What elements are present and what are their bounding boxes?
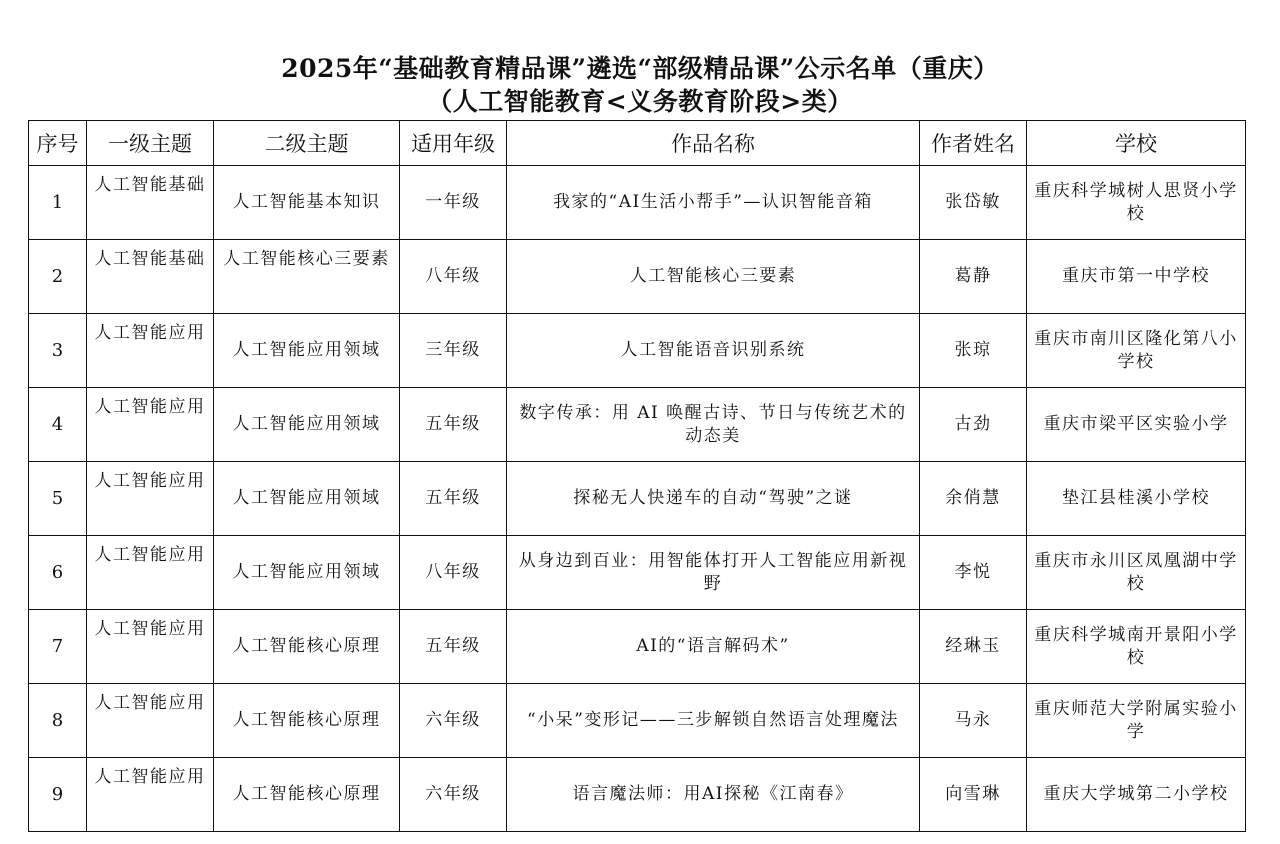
cell-level2-topic: 人工智能核心原理	[214, 684, 400, 758]
cell-work-title: 我家的“AI生活小帮手”—认识智能音箱	[507, 166, 920, 240]
cell-author: 古劲	[920, 388, 1027, 462]
cell-no: 7	[29, 610, 87, 684]
cell-grade: 三年级	[400, 314, 507, 388]
cell-author: 李悦	[920, 536, 1027, 610]
cell-work-title: 人工智能核心三要素	[507, 240, 920, 314]
cell-no: 8	[29, 684, 87, 758]
cell-author: 向雪琳	[920, 758, 1027, 832]
cell-level2-topic: 人工智能核心三要素	[214, 240, 400, 314]
cell-no: 6	[29, 536, 87, 610]
header-grade: 适用年级	[400, 121, 507, 166]
cell-level2-topic: 人工智能应用领域	[214, 314, 400, 388]
header-school: 学校	[1027, 121, 1246, 166]
table-row	[29, 610, 1246, 684]
cell-level2-topic: 人工智能应用领域	[214, 462, 400, 536]
table-row	[29, 462, 1246, 536]
cell-school: 垫江县桂溪小学校	[1027, 462, 1246, 536]
cell-no: 4	[29, 388, 87, 462]
cell-level1-topic: 人工智能应用	[87, 462, 214, 536]
cell-school: 重庆师范大学附属实验小学	[1027, 684, 1246, 758]
cell-no: 5	[29, 462, 87, 536]
cell-grade: 五年级	[400, 388, 507, 462]
table-row	[29, 758, 1246, 832]
table-header-row	[29, 121, 1246, 166]
cell-level1-topic: 人工智能应用	[87, 536, 214, 610]
cell-level2-topic: 人工智能基本知识	[214, 166, 400, 240]
cell-no: 9	[29, 758, 87, 832]
cell-grade: 五年级	[400, 462, 507, 536]
cell-no: 3	[29, 314, 87, 388]
cell-author: 葛静	[920, 240, 1027, 314]
cell-work-title: “小呆”变形记——三步解锁自然语言处理魔法	[507, 684, 920, 758]
cell-level1-topic: 人工智能应用	[87, 314, 214, 388]
table-row	[29, 314, 1246, 388]
cell-grade: 六年级	[400, 758, 507, 832]
cell-level2-topic: 人工智能核心原理	[214, 758, 400, 832]
cell-level2-topic: 人工智能核心原理	[214, 610, 400, 684]
cell-school: 重庆市梁平区实验小学	[1027, 388, 1246, 462]
table-row	[29, 536, 1246, 610]
table-row	[29, 388, 1246, 462]
cell-level1-topic: 人工智能应用	[87, 758, 214, 832]
cell-level1-topic: 人工智能应用	[87, 610, 214, 684]
cell-level1-topic: 人工智能应用	[87, 684, 214, 758]
cell-no: 1	[29, 166, 87, 240]
table-row	[29, 240, 1246, 314]
cell-level1-topic: 人工智能基础	[87, 240, 214, 314]
header-no: 序号	[29, 121, 87, 166]
cell-author: 张岱敏	[920, 166, 1027, 240]
cell-school: 重庆科学城树人思贤小学校	[1027, 166, 1246, 240]
cell-work-title: 语言魔法师：用AI探秘《江南春》	[507, 758, 920, 832]
cell-level1-topic: 人工智能应用	[87, 388, 214, 462]
cell-work-title: 人工智能语音识别系统	[507, 314, 920, 388]
cell-level1-topic: 人工智能基础	[87, 166, 214, 240]
header-work-title: 作品名称	[507, 121, 920, 166]
cell-school: 重庆科学城南开景阳小学校	[1027, 610, 1246, 684]
cell-school: 重庆市南川区隆化第八小学校	[1027, 314, 1246, 388]
cell-author: 余俏慧	[920, 462, 1027, 536]
cell-work-title: 从身边到百业：用智能体打开人工智能应用新视野	[507, 536, 920, 610]
cell-author: 张琼	[920, 314, 1027, 388]
document-title: 2025年“基础教育精品课”遴选“部级精品课”公示名单（重庆）	[281, 54, 999, 83]
header-level1-topic: 一级主题	[87, 121, 214, 166]
cell-work-title: 探秘无人快递车的自动“驾驶”之谜	[507, 462, 920, 536]
cell-level2-topic: 人工智能应用领域	[214, 388, 400, 462]
cell-level2-topic: 人工智能应用领域	[214, 536, 400, 610]
cell-school: 重庆市永川区凤凰湖中学校	[1027, 536, 1246, 610]
cell-grade: 六年级	[400, 684, 507, 758]
cell-grade: 五年级	[400, 610, 507, 684]
cell-author: 经琳玉	[920, 610, 1027, 684]
cell-work-title: 数字传承：用 AI 唤醒古诗、节日与传统艺术的动态美	[507, 388, 920, 462]
cell-no: 2	[29, 240, 87, 314]
cell-school: 重庆市第一中学校	[1027, 240, 1246, 314]
header-author: 作者姓名	[920, 121, 1027, 166]
cell-grade: 一年级	[400, 166, 507, 240]
cell-grade: 八年级	[400, 240, 507, 314]
cell-work-title: AI的“语言解码术”	[507, 610, 920, 684]
table-row	[29, 166, 1246, 240]
header-level2-topic: 二级主题	[214, 121, 400, 166]
course-list-table	[28, 120, 1246, 832]
document-subtitle: （人工智能教育<义务教育阶段>类）	[427, 87, 853, 116]
cell-school: 重庆大学城第二小学校	[1027, 758, 1246, 832]
table-row	[29, 684, 1246, 758]
cell-author: 马永	[920, 684, 1027, 758]
cell-grade: 八年级	[400, 536, 507, 610]
